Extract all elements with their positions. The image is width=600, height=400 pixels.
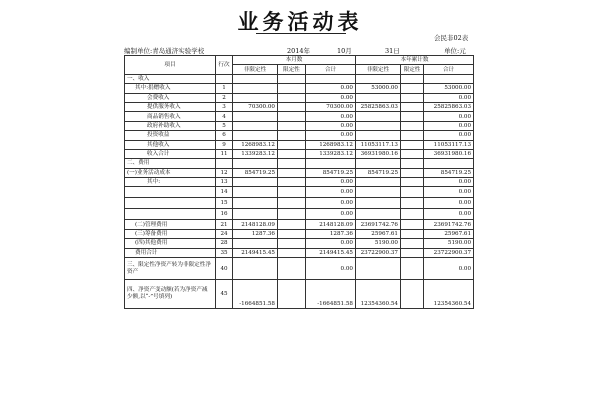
form-code: 会民非02表 [434, 34, 469, 42]
header-year-unrestricted: 非限定性 [356, 65, 401, 74]
row-no: 9 [216, 140, 233, 149]
year-unrestricted [356, 258, 401, 280]
row-no: 28 [216, 239, 233, 248]
month-total: 1339283.12 [306, 149, 356, 158]
table-row [125, 187, 474, 198]
title-underline [256, 33, 346, 34]
year-restricted [401, 209, 424, 220]
month-unrestricted [233, 121, 278, 130]
table-row [125, 112, 474, 121]
month-restricted [278, 178, 306, 187]
year-unrestricted: 25967.61 [356, 229, 401, 238]
row-no: 13 [216, 178, 233, 187]
month-total: 0.00 [306, 121, 356, 130]
month-total: 1287.36 [306, 229, 356, 238]
year-total: 0.00 [424, 121, 474, 130]
month-unrestricted [233, 239, 278, 248]
year-restricted [401, 74, 424, 83]
month-restricted [278, 121, 306, 130]
row-label: 其中:捐赠收入 [125, 84, 216, 93]
row-label: 三、限定性净资产转为非限定性净资产 [125, 258, 216, 280]
year-total: 0.00 [424, 198, 474, 209]
year-total: 0.00 [424, 131, 474, 140]
month-unrestricted: 1268983.12 [233, 140, 278, 149]
row-label: 收入合计 [125, 149, 216, 158]
year-unrestricted [356, 198, 401, 209]
row-no: 24 [216, 229, 233, 238]
table-row [125, 121, 474, 130]
year-restricted [401, 93, 424, 102]
year-total [424, 159, 474, 168]
year-total: 11053117.13 [424, 140, 474, 149]
year-total: 12354360.54 [424, 280, 474, 309]
row-label: 其他收入 [125, 140, 216, 149]
table-row [125, 198, 474, 209]
header-row-no: 行次 [216, 56, 233, 75]
table-row [125, 220, 474, 229]
month-total: 0.00 [306, 258, 356, 280]
year-unrestricted: 36931980.16 [356, 149, 401, 158]
year-unrestricted [356, 178, 401, 187]
year-unrestricted [356, 159, 401, 168]
row-label [125, 209, 216, 220]
year-total: 0.00 [424, 112, 474, 121]
month-total: 2148128.09 [306, 220, 356, 229]
header-month-total: 合计 [306, 65, 356, 74]
year-unrestricted: 23722900.37 [356, 248, 401, 257]
month-total: 0.00 [306, 198, 356, 209]
year-unrestricted [356, 187, 401, 198]
month-total: 0.00 [306, 209, 356, 220]
row-no: 5 [216, 121, 233, 130]
table-row [125, 140, 474, 149]
year-unrestricted [356, 121, 401, 130]
month-restricted [278, 140, 306, 149]
month-restricted [278, 220, 306, 229]
table-row [125, 74, 474, 83]
row-label: 商品销售收入 [125, 112, 216, 121]
month-restricted [278, 198, 306, 209]
month-restricted [278, 74, 306, 83]
row-label: 费用合计 [125, 248, 216, 257]
year-total: 0.00 [424, 258, 474, 280]
year-restricted [401, 248, 424, 257]
month-restricted [278, 149, 306, 158]
month-total: 0.00 [306, 187, 356, 198]
row-label: 二、费用 [125, 159, 216, 168]
year-restricted [401, 280, 424, 309]
month-restricted [278, 112, 306, 121]
year-restricted [401, 198, 424, 209]
header-month-unrestricted: 非限定性 [233, 65, 278, 74]
year-total: 25825863.03 [424, 102, 474, 111]
row-no [216, 74, 233, 83]
row-label: (二)管理费用 [125, 220, 216, 229]
table-row [125, 209, 474, 220]
month-restricted [278, 239, 306, 248]
year-restricted [401, 229, 424, 238]
year-unrestricted: 12354360.54 [356, 280, 401, 309]
month-total: 0.00 [306, 178, 356, 187]
table-row [125, 131, 474, 140]
year-restricted [401, 239, 424, 248]
row-label: 投资收益 [125, 131, 216, 140]
table-row [125, 280, 474, 309]
row-no: 40 [216, 258, 233, 280]
row-no: 45 [216, 280, 233, 309]
year-total: 854719.25 [424, 168, 474, 177]
header-year-total: 合计 [424, 65, 474, 74]
reporting-unit: 编制单位:青岛通济实验学校 [124, 47, 205, 55]
year-restricted [401, 102, 424, 111]
row-label: (四)其他费用 [125, 239, 216, 248]
table-row [125, 84, 474, 93]
row-no: 14 [216, 187, 233, 198]
month-unrestricted: 70300.00 [233, 102, 278, 111]
month-unrestricted: 1287.36 [233, 229, 278, 238]
year-restricted [401, 168, 424, 177]
row-label: 一、收入 [125, 74, 216, 83]
month-unrestricted [233, 187, 278, 198]
year-unrestricted: 53000.00 [356, 84, 401, 93]
year-total: 0.00 [424, 187, 474, 198]
month-unrestricted [233, 131, 278, 140]
row-label: 政府补助收入 [125, 121, 216, 130]
table-body [125, 74, 474, 308]
year-restricted [401, 84, 424, 93]
month-unrestricted [233, 74, 278, 83]
year-restricted [401, 258, 424, 280]
row-label [125, 187, 216, 198]
row-no: 35 [216, 248, 233, 257]
month-unrestricted: 1339283.12 [233, 149, 278, 158]
table-row [125, 178, 474, 187]
month-restricted [278, 102, 306, 111]
month-total: 0.00 [306, 112, 356, 121]
header-month-restricted: 限定性 [278, 65, 306, 74]
row-no: 3 [216, 102, 233, 111]
month-restricted [278, 131, 306, 140]
table-row [125, 248, 474, 257]
row-label: 四、净资产变动额(若为净资产减少额,以“-”号填列) [125, 280, 216, 309]
year-total: 0.00 [424, 178, 474, 187]
year-restricted [401, 131, 424, 140]
year-restricted [401, 140, 424, 149]
row-label: (一)业务活动成本 [125, 168, 216, 177]
row-no: 4 [216, 112, 233, 121]
month-total: 70300.00 [306, 102, 356, 111]
row-no: 16 [216, 209, 233, 220]
year-total: 0.00 [424, 209, 474, 220]
table-row [125, 149, 474, 158]
year-restricted [401, 149, 424, 158]
month-restricted [278, 280, 306, 309]
year-restricted [401, 187, 424, 198]
row-label: 会费收入 [125, 93, 216, 102]
row-no: 21 [216, 220, 233, 229]
row-no: 6 [216, 131, 233, 140]
month-total: 0.00 [306, 131, 356, 140]
month-unrestricted [233, 93, 278, 102]
month-unrestricted: 854719.25 [233, 168, 278, 177]
month-unrestricted [233, 178, 278, 187]
month-total: 0.00 [306, 84, 356, 93]
year-unrestricted: 25825863.03 [356, 102, 401, 111]
table-row [125, 229, 474, 238]
month-unrestricted [233, 209, 278, 220]
table-row [125, 239, 474, 248]
row-no: 12 [216, 168, 233, 177]
year-unrestricted: 11053117.13 [356, 140, 401, 149]
year-unrestricted: 854719.25 [356, 168, 401, 177]
month-unrestricted [233, 198, 278, 209]
month-total: 1268983.12 [306, 140, 356, 149]
row-no: 15 [216, 198, 233, 209]
year-restricted [401, 178, 424, 187]
year-restricted [401, 220, 424, 229]
month-restricted [278, 93, 306, 102]
year-restricted [401, 112, 424, 121]
year-unrestricted: 5190.00 [356, 239, 401, 248]
year-unrestricted [356, 112, 401, 121]
year-unrestricted [356, 209, 401, 220]
month-total: 854719.25 [306, 168, 356, 177]
month-unrestricted: -1664851.58 [233, 280, 278, 309]
year-total: 53000.00 [424, 84, 474, 93]
year-total: 23722900.37 [424, 248, 474, 257]
year-unrestricted [356, 93, 401, 102]
year-total [424, 74, 474, 83]
month-unrestricted [233, 112, 278, 121]
month-restricted [278, 168, 306, 177]
header-item: 项目 [125, 56, 216, 75]
table-row [125, 168, 474, 177]
month-restricted [278, 84, 306, 93]
month-unrestricted: 2148128.09 [233, 220, 278, 229]
year-total: 25967.61 [424, 229, 474, 238]
row-no: 2 [216, 93, 233, 102]
table-row [125, 102, 474, 111]
month-total [306, 74, 356, 83]
row-no: 1 [216, 84, 233, 93]
date-month: 10月 [337, 47, 352, 55]
header-month: 本月数 [233, 56, 356, 65]
row-no [216, 159, 233, 168]
header-year: 本年累计数 [356, 56, 474, 65]
month-total [306, 159, 356, 168]
year-restricted [401, 159, 424, 168]
year-total: 36931980.16 [424, 149, 474, 158]
row-label: 提供服务收入 [125, 102, 216, 111]
year-total: 0.00 [424, 93, 474, 102]
month-restricted [278, 229, 306, 238]
year-unrestricted [356, 74, 401, 83]
report-title: 业务活动表 [237, 10, 363, 34]
row-label: (三)筹备费用 [125, 229, 216, 238]
month-total: 0.00 [306, 239, 356, 248]
month-unrestricted [233, 84, 278, 93]
activity-table [124, 55, 474, 309]
month-restricted [278, 209, 306, 220]
year-unrestricted: 23691742.76 [356, 220, 401, 229]
table-row [125, 93, 474, 102]
date-year: 2014年 [287, 47, 311, 55]
year-unrestricted [356, 131, 401, 140]
month-total: -1664851.58 [306, 280, 356, 309]
row-no: 11 [216, 149, 233, 158]
month-restricted [278, 159, 306, 168]
month-restricted [278, 258, 306, 280]
month-unrestricted [233, 258, 278, 280]
table-row [125, 159, 474, 168]
month-total: 2149415.45 [306, 248, 356, 257]
month-restricted [278, 187, 306, 198]
month-restricted [278, 248, 306, 257]
table-row [125, 258, 474, 280]
year-restricted [401, 121, 424, 130]
currency-unit: 单位:元 [444, 47, 466, 55]
year-total: 23691742.76 [424, 220, 474, 229]
date-day: 31日 [385, 47, 400, 55]
header-year-restricted: 限定性 [401, 65, 424, 74]
year-total: 5190.00 [424, 239, 474, 248]
month-unrestricted: 2149415.45 [233, 248, 278, 257]
month-unrestricted [233, 159, 278, 168]
row-label: 其中: [125, 178, 216, 187]
month-total: 0.00 [306, 93, 356, 102]
row-label [125, 198, 216, 209]
